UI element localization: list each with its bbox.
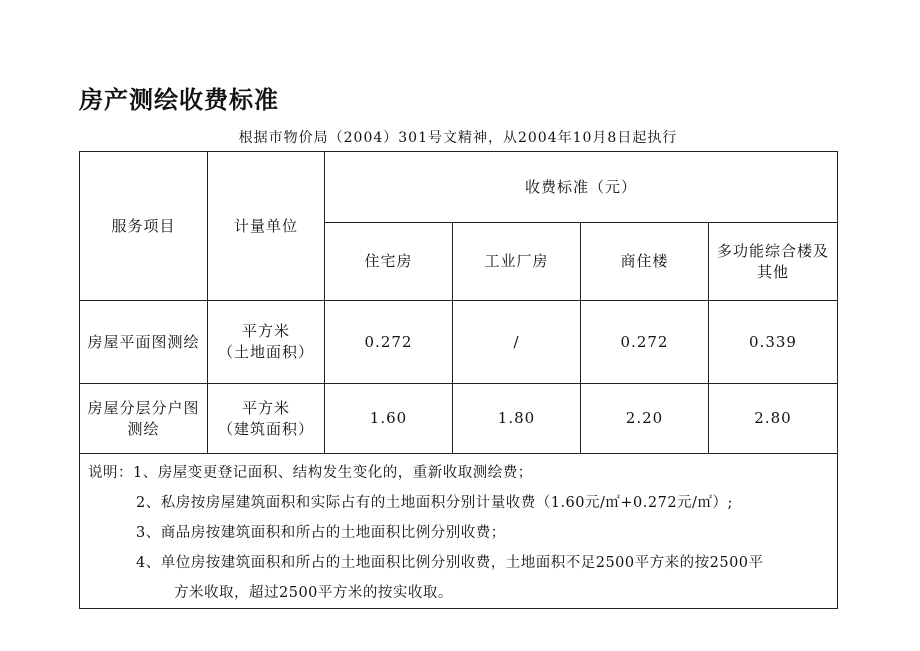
note-line-1: 说明：1、房屋变更登记面积、结构发生变化的，重新收取测绘费； bbox=[88, 465, 533, 481]
note-line-4: 4、单位房按建筑面积和所占的土地面积比例分别收费，土地面积不足2500平方来的按2500平 bbox=[136, 555, 764, 571]
table-row bbox=[80, 301, 838, 384]
row2-value-multifunction: 2.80 bbox=[709, 384, 838, 454]
row2-service bbox=[80, 384, 208, 454]
row2-service-line2: 测绘 bbox=[127, 419, 160, 438]
header-col-multifunction: 多功能综合楼及其他 bbox=[709, 223, 838, 301]
note-line-3: 3、商品房按建筑面积和所占的土地面积比例分别收费； bbox=[136, 525, 506, 541]
row1-value-commercial-residential: 0.272 bbox=[581, 301, 709, 384]
note-line-5: 方米收取，超过2500平方米的按实收取。 bbox=[174, 585, 453, 601]
header-service: 服务项目 bbox=[80, 152, 208, 301]
row1-service: 房屋平面图测绘 bbox=[80, 301, 208, 384]
header-unit: 计量单位 bbox=[208, 152, 325, 301]
row2-value-industrial: 1.80 bbox=[453, 384, 581, 454]
row2-unit-line2: （建筑面积） bbox=[217, 419, 314, 438]
row2-value-residential: 1.60 bbox=[325, 384, 453, 454]
notes-cell bbox=[80, 454, 838, 609]
row1-value-residential: 0.272 bbox=[325, 301, 453, 384]
row2-value-commercial-residential: 2.20 bbox=[581, 384, 709, 454]
header-fee-group: 收费标准（元） bbox=[325, 152, 838, 223]
row1-unit-line1: 平方米 bbox=[241, 322, 290, 340]
row2-service-line1: 房屋分层分户图 bbox=[87, 398, 200, 417]
row1-unit bbox=[208, 301, 325, 384]
row2-unit-line1: 平方米 bbox=[241, 398, 290, 417]
table-row bbox=[80, 384, 838, 454]
row1-unit-line2: （土地面积） bbox=[217, 343, 314, 361]
row1-value-industrial: / bbox=[453, 301, 581, 384]
fee-standard-table bbox=[79, 151, 838, 609]
header-col-residential: 住宅房 bbox=[325, 223, 453, 301]
note-line-2: 2、私房按房屋建筑面积和实际占有的土地面积分别计量收费（1.60元/㎡+0.272元/㎡）; bbox=[136, 495, 733, 511]
header-col-commercial-residential: 商住楼 bbox=[581, 223, 709, 301]
document-subtitle: 根据市物价局（2004）301号文精神，从2004年10月8日起执行 bbox=[238, 130, 678, 146]
header-col-industrial: 工业厂房 bbox=[453, 223, 581, 301]
row1-value-multifunction: 0.339 bbox=[709, 301, 838, 384]
row2-unit bbox=[208, 384, 325, 454]
page-title: 房产测绘收费标准 bbox=[79, 86, 279, 114]
